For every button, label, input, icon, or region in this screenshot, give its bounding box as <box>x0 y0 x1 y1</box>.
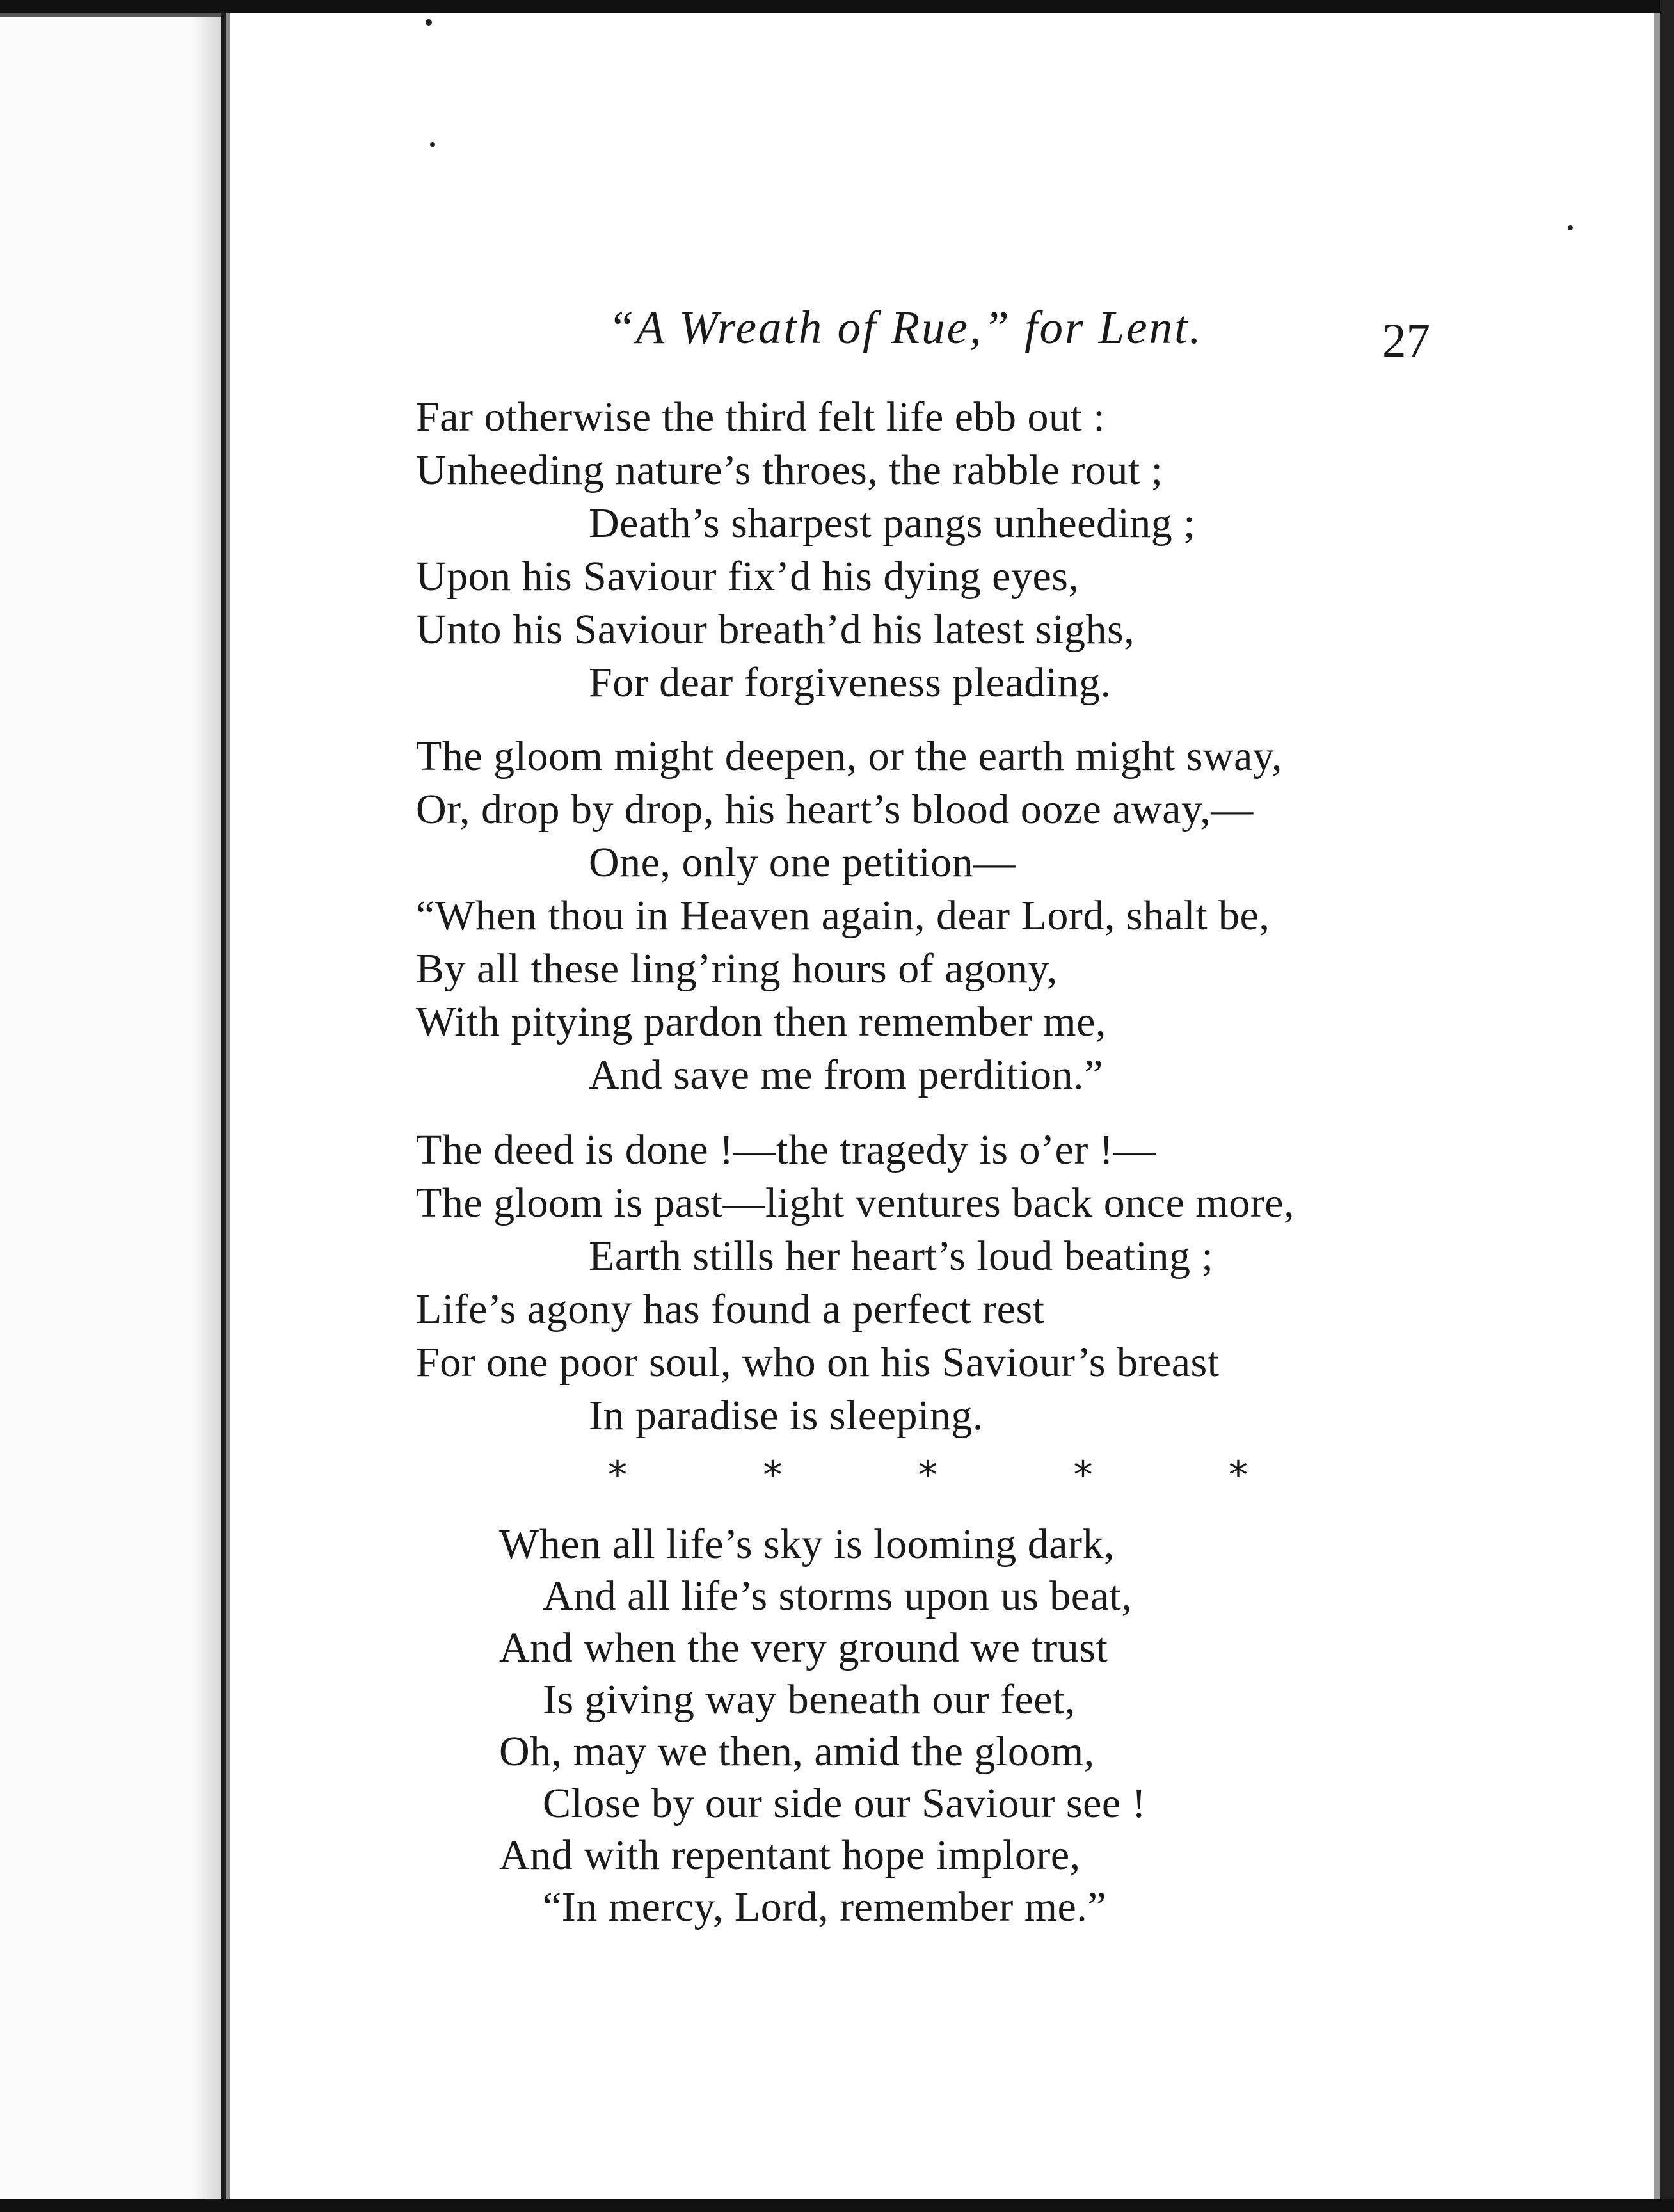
book-spine-edge <box>221 13 226 2199</box>
verse-line: In paradise is sleeping. <box>589 1392 984 1439</box>
verse-line: Earth stills her heart’s loud beating ; <box>589 1233 1214 1279</box>
page-gutter-shadow <box>192 13 221 2199</box>
verse-line: Unto his Saviour breath’d his latest sighs, <box>416 606 1135 653</box>
verse-line: The deed is done !—the tragedy is o’er !— <box>416 1126 1156 1173</box>
asterisk: * <box>918 1453 937 1498</box>
scan-top-border <box>0 0 1674 13</box>
verse-line: Far otherwise the third felt life ebb out : <box>416 394 1106 440</box>
book-spine-shadow <box>226 13 230 2199</box>
verse-line: And all life’s storms upon us beat, <box>543 1573 1133 1619</box>
scan-right-border <box>1660 0 1674 2212</box>
page-right-shadow <box>1654 13 1660 2199</box>
facing-page-blank <box>0 13 221 2199</box>
asterisk: * <box>608 1453 627 1498</box>
asterisk: * <box>1073 1453 1093 1498</box>
stanza-2 <box>416 730 1632 1102</box>
verse-line: When all life’s sky is looming dark, <box>499 1521 1115 1567</box>
scan-speck <box>430 142 435 147</box>
running-title: “A Wreath of Rue,” for Lent. <box>608 301 1203 353</box>
verse-line: One, only one petition— <box>589 839 1016 886</box>
verse-line: And when the very ground we trust <box>499 1624 1108 1671</box>
verse-line: For dear forgiveness pleading. <box>589 659 1112 706</box>
scan-speck <box>426 19 432 26</box>
verse-line: Life’s agony has found a perfect rest <box>416 1286 1045 1333</box>
verse-line: Upon his Saviour fix’d his dying eyes, <box>416 553 1080 600</box>
verse-line: Oh, may we then, amid the gloom, <box>499 1728 1095 1775</box>
page-number: 27 <box>1382 314 1430 367</box>
asterisk: * <box>763 1453 783 1498</box>
verse-line: With pitying pardon then remember me, <box>416 998 1106 1045</box>
asterisk: * <box>1229 1453 1248 1498</box>
verse-line: The gloom is past—light ventures back once more, <box>416 1180 1295 1226</box>
verse-line: Close by our side our Saviour see ! <box>543 1780 1147 1827</box>
facing-page-top-edge <box>0 13 221 17</box>
stanza-3 <box>416 1123 1632 1442</box>
closing-verse <box>499 1518 1587 1933</box>
stanza-1 <box>416 390 1632 709</box>
verse-line: By all these ling’ring hours of agony, <box>416 945 1058 992</box>
verse-line: Unheeding nature’s throes, the rabble rout ; <box>416 447 1163 493</box>
verse-line: The gloom might deepen, or the earth might sway, <box>416 733 1283 780</box>
verse-line: And with repentant hope implore, <box>499 1832 1081 1879</box>
verse-line: Or, drop by drop, his heart’s blood ooze away,— <box>416 786 1254 833</box>
scan-speck <box>1568 225 1573 230</box>
section-separator <box>608 1453 1248 1504</box>
verse-line: “In mercy, Lord, remember me.” <box>543 1884 1107 1930</box>
verse-line: And save me from perdition.” <box>589 1052 1103 1098</box>
verse-line: Is giving way beneath our feet, <box>543 1676 1076 1723</box>
scan-bottom-border <box>0 2199 1674 2212</box>
verse-line: “When thou in Heaven again, dear Lord, shalt be, <box>416 892 1270 939</box>
verse-line: Death’s sharpest pangs unheeding ; <box>589 500 1196 547</box>
verse-line: For one poor soul, who on his Saviour’s breast <box>416 1339 1220 1386</box>
